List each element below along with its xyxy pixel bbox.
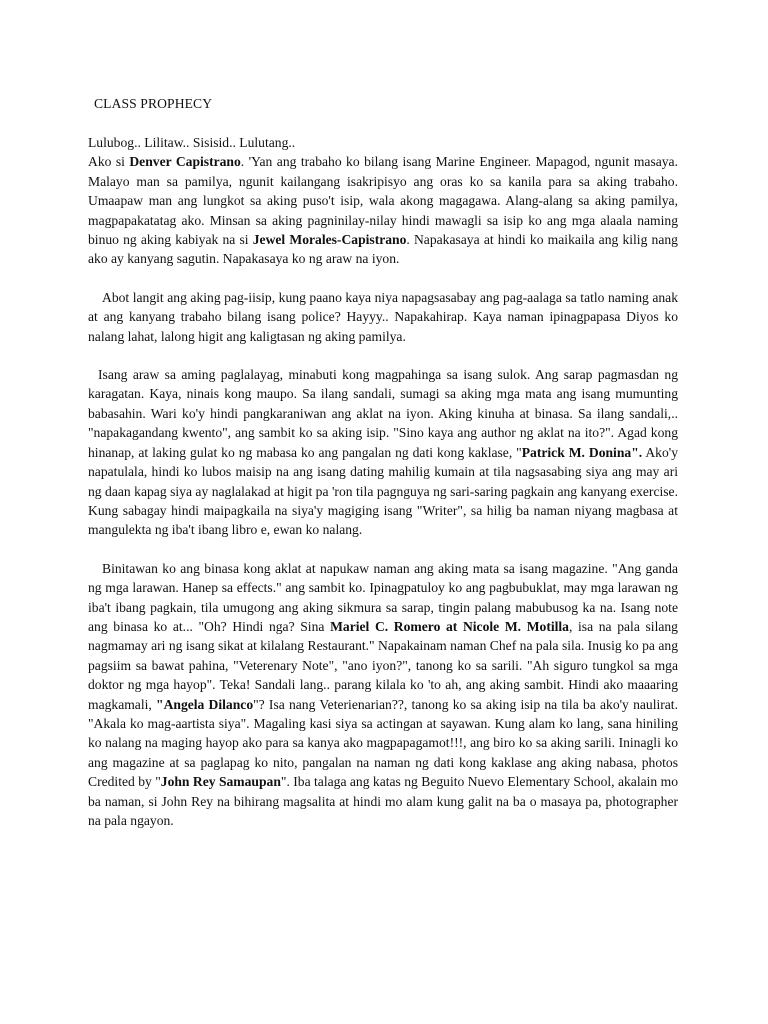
name-jewel: Jewel Morales-Capistrano <box>252 232 407 248</box>
paragraph-1-text-2: . 'Yan ang trabaho ko bilang isang Marine Engineer. Mapagod, ngunit masaya. Malayo man sa pamilya, ngunit kailangang isakripisyo ang oras ko sa kanila para sa aking trabaho. Umaapaw man ang lungkot sa aking puso't isip, wala akong magagawa. Alang-alang sa aking pamilya, magpapakatatag ako. Minsan sa aking pagninilay-nilay hindi mawagli sa isip ko ang mga alaala naming binuo ng aking kabiyak na si <box>88 154 678 248</box>
paragraph-3 <box>88 365 678 540</box>
opening-line: Lulubog.. Lilitaw.. Sisisid.. Lulutang.. <box>88 135 296 150</box>
name-mariel-nicole: Mariel C. Romero at Nicole M. Motilla <box>330 618 569 634</box>
paragraph-2-text: Abot langit ang aking pag-iisip, kung paano kaya niya napagsasabay ang pag-aalaga sa tatlo naming anak at ang kanyang trabaho bilang isang police? Hayyy.. Napakahirap. Kaya naman ipinagpapasa Diyos ko nalang lahat, lalong higit ang kaligtasan ng aking pamilya. <box>88 289 678 344</box>
name-patrick: Patrick M. Donina". <box>521 444 643 460</box>
paragraph-1-text-3: . Napakasaya at hindi ko maikaila ang kilig nang ako ay kanyang sagutin. Napakasaya ko ng araw na iyon. <box>88 232 678 267</box>
document-body <box>88 133 678 830</box>
paragraph-1 <box>88 133 678 269</box>
name-denver: Denver Capistrano <box>129 154 241 170</box>
paragraph-1-text-1: Ako si <box>88 154 130 170</box>
paragraph-2 <box>88 288 678 346</box>
paragraph-4-text-2: , isa na pala silang nagmamay ari ng isang sikat at kilalang Restaurant." Napakainam naman Chef na pala sila. Inusig ko pa ang pagsiim sa bawat pahina, "Veterenary Note", "ano iyon?", tanong ko sa sarili. "Ah siguro tungkol sa mga doktor ng mga hayop". Teka! Sandali lang.. parang kilala ko 'to ah, ang aking sambit. Hindi ako maaaring magkamali, <box>88 618 678 712</box>
document-title: CLASS PROPHECY <box>94 96 213 111</box>
paragraph-4-text-4: ". Iba talaga ang katas ng Beguito Nuevo Elementary School, akalain mo ba naman, si John Rey na bihirang magsalita at hindi mo alam kung galit na ba o masaya pa, photographer na pala ngayon. <box>88 774 678 828</box>
paragraph-3-text-1: Isang araw sa aming paglalayag, minabuti kong magpahinga sa isang sulok. Ang sarap pagmasdan ng karagatan. Kaya, ninais kong maupo. Sa ilang sandali, sumagi sa aking mga mata ang isang mumunting babasahin. Wari ko'y hindi pangkaraniwan ang aklat na iyon. Aking kinuha at binasa. Sa ilang sandali,.. "napakagandang kwento", ang sambit ko sa aking isip. "Sino kaya ang author ng aklat na ito?". Agad kong hinanap, at laking gulat ko ng mabasa ko ang pangalan ng dati kong kaklase, " <box>88 367 678 460</box>
paragraph-4-text-3: "? Isa nang Veterienarian??, tanong ko sa aking isip na tila ba ako'y naulirat. "Akala ko mag-aartista siya". Magaling kasi siya sa actingan at sayawan. Kung alam ko lang, sana hiniling ko nalang na maging hayop ako para sa kanya ako magpapagamot!!!, ang biro ko sa aking sarili. Ininagli ko ang magazine at sa paglapag ko nito, pangalan na naman ng dati kong kaklase ang aking nabasa, photos Credited by " <box>88 696 678 790</box>
name-angela: "Angela Dilanco <box>156 696 254 712</box>
name-john-rey: John Rey Samaupan <box>160 774 281 790</box>
paragraph-3-text-2: Ako'y napatulala, hindi ko lubos maisip na ang isang dating mahilig kumain at tila nagsasabing siya ang may ari ng daan kapag siya ay naglalakad at higit pa 'ron tila pagnguya ng sari-saring pagkain ang kanyang exercise. Kung sabagay hindi maipagkaila na siya'y magiging isang "Writer", sa hilig ba naman niyang magbasa at mangulekta ng iba't ibang libro e, ewan ko nalang. <box>88 444 678 538</box>
paragraph-4 <box>88 559 678 831</box>
paragraph-4-text-1: Binitawan ko ang binasa kong aklat at napukaw naman ang aking mata sa isang magazine. "Ang ganda ng mga larawan. Hanep sa effects." ang sambit ko. Ipinagpatuloy ko ang pagbubuklat, may mga larawan ng iba't ibang pagkain, tila umugong ang aking sikmura sa sarap, tingin palang mabubusog ka na. Isang note ang binasa ko at... "Oh? Hindi nga? Sina <box>88 560 678 634</box>
